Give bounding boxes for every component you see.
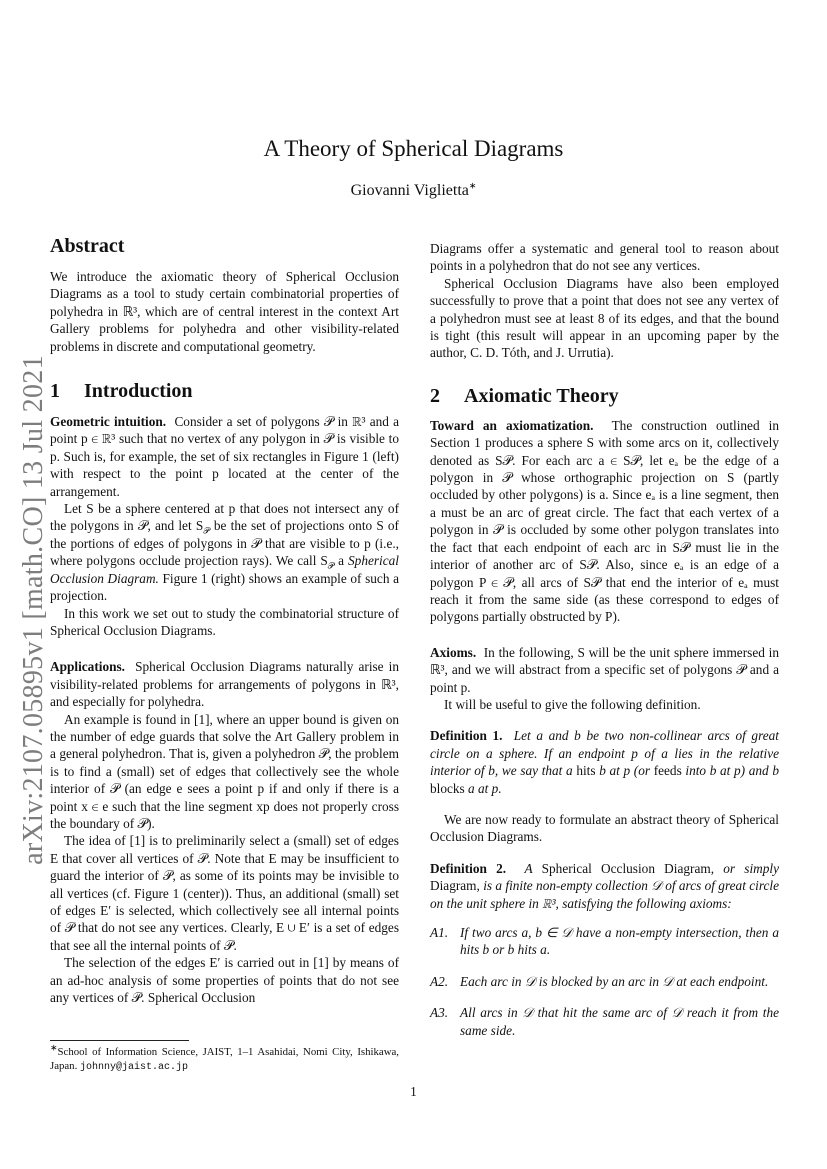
def1-feeds: feeds bbox=[653, 763, 682, 779]
footnote-rule bbox=[50, 1040, 189, 1041]
author-line bbox=[0, 182, 827, 200]
def1-b: b at p (or bbox=[595, 763, 654, 779]
def1-d: a at p. bbox=[464, 780, 502, 796]
abstract-text: We introduce the axiomatic theory of Spherical Occlusion Diagrams as a tool to study certain combinatorial properties of polyhedra in ℝ³, which are of central interest in the context Art Gallery problems for polyhedra and other visibility-related problems in discrete and computational geometry. bbox=[50, 269, 399, 354]
intro-paragraph-2 bbox=[50, 500, 399, 604]
section-1-number: 1 bbox=[50, 380, 60, 403]
right-cont-paragraph-2: Spherical Occlusion Diagrams have also been employed successfully to prove that a point that does not see any vertex of a polyhedron must see at least 8 of its edges, and that the bound is tight (this result will appear in an upcoming paper by the author, C. D. Tóth, and J. Urrutia). bbox=[430, 275, 779, 361]
section-1-heading bbox=[50, 379, 399, 403]
def2-a: A bbox=[524, 860, 542, 876]
axiom-a3-text: All arcs in 𝒟 that hit the same arc of 𝒟 reach it from the same side. bbox=[460, 1005, 779, 1038]
axioms-paragraph bbox=[430, 644, 779, 696]
section-2-number: 2 bbox=[430, 384, 440, 407]
applications-paragraph bbox=[50, 658, 399, 710]
footnote bbox=[50, 1040, 399, 1075]
arxiv-stamp: arXiv:2107.05895v1 [math.CO] 13 Jul 2021 bbox=[18, 355, 49, 865]
def2-b: or simply bbox=[714, 860, 779, 876]
definition-1-runin: Definition 1. bbox=[430, 728, 503, 744]
intro-p2-c: a bbox=[334, 553, 349, 569]
right-column bbox=[430, 240, 779, 1039]
def2-diagram: Diagram, bbox=[430, 878, 480, 894]
axiom-a1 bbox=[430, 924, 779, 959]
axioms-text: In the following, S will be the unit sphere immersed in ℝ³, and we will abstract from a specific set of polygons 𝒫 and a point p. bbox=[430, 644, 779, 695]
page-number: 1 bbox=[410, 1084, 417, 1099]
axiom-a3 bbox=[430, 1004, 779, 1039]
def1-blocks: blocks bbox=[430, 780, 465, 796]
footnote-text: School of Information Science, JAIST, 1–1 Asahidai, Nomi City, Ishikawa, Japan. bbox=[50, 1046, 399, 1072]
applications-text: Spherical Occlusion Diagrams naturally arise in visibility-related problems for arrangements of polygons in ℝ³, and especially for polyhedra. bbox=[50, 659, 399, 710]
useful-paragraph: It will be useful to give the following definition. bbox=[444, 696, 701, 712]
axioms-runin: Axioms. bbox=[430, 644, 477, 660]
intro-p2-b: be the set of projections onto S of the portions of edges of polygons in 𝒫 that are visible to p (i.e., where polygons occlude projection rays). We call S bbox=[50, 518, 399, 569]
axiom-a1-text: If two arcs a, b ∈ 𝒟 have a non-empty intersection, then a hits b or b hits a. bbox=[460, 925, 779, 958]
right-cont-paragraph-1: Diagrams offer a systematic and general tool to reason about points in a polyhedron that do not see any vertices. bbox=[430, 241, 779, 274]
intro-p2-sub2: 𝒫 bbox=[327, 560, 335, 571]
axiom-a2-label: A2. bbox=[430, 973, 449, 989]
author-name: Giovanni Viglietta bbox=[350, 182, 469, 199]
geometric-intuition-runin: Geometric intuition. bbox=[50, 414, 167, 430]
intro-paragraph-5: An example is found in [1], where an upper bound is given on the number of edge guards that solve the Art Gallery problem in a general polyhedron. That is, given a polyhedron 𝒫, the problem is to find a (small) set of edges that collectively see the whole interior of 𝒫 (an edge e sees a point p if and only if there is a point x ∈ e such that the line segment xp does not properly cross the boundary of 𝒫). bbox=[50, 711, 399, 831]
section-2-heading bbox=[430, 384, 779, 408]
paper-title: A Theory of Spherical Diagrams bbox=[263, 136, 564, 161]
definition-2-runin: Definition 2. bbox=[430, 860, 507, 876]
author-footnote-mark: ∗ bbox=[468, 180, 477, 191]
toward-axiomatization-paragraph bbox=[430, 417, 779, 626]
geometric-intuition-paragraph bbox=[50, 413, 399, 500]
intro-p2-sub: 𝒫 bbox=[203, 526, 210, 537]
intro-paragraph-6: The idea of [1] is to preliminarily select a (small) set of edges E that cover all vertices of 𝒫. Note that E may be insufficient to guard the interior of 𝒫, as some of its points may be invisible to all vertices (cf. Figure 1 (center)). Thus, an additional (small) set of edges E′ is selected, which collectively see all internal points of 𝒫 that do not see any vertices. Clearly, E ∪ E′ is a set of edges that see all the internal points of 𝒫. bbox=[50, 833, 399, 953]
abstract-heading: Abstract bbox=[50, 235, 125, 257]
definition-1 bbox=[430, 727, 779, 797]
left-column bbox=[50, 234, 399, 1006]
def2-c: is a finite non-empty collection 𝒟 of arcs of great circle on the unit sphere in ℝ³, satisfying the following axioms: bbox=[430, 878, 779, 911]
ready-paragraph: We are now ready to formulate an abstract theory of Spherical Occlusion Diagrams. bbox=[430, 811, 779, 845]
section-2-title: Axiomatic Theory bbox=[464, 384, 619, 407]
definition-2 bbox=[430, 860, 779, 912]
axiom-a2-text: Each arc in 𝒟 is blocked by an arc in 𝒟 at each endpoint. bbox=[460, 973, 769, 989]
footnote-mark: ∗ bbox=[50, 1042, 58, 1053]
def1-c: into b at p) and b bbox=[681, 763, 779, 779]
intro-paragraph-3: In this work we set out to study the combinatorial structure of Spherical Occlusion Diagrams. bbox=[50, 605, 399, 638]
toward-text: The construction outlined in Section 1 produces a sphere S with some arcs on it, collectively denoted as S𝒫. For each arc a ∈ S𝒫, let eₐ be the edge of a polygon in 𝒫 whose orthographic projection on S (partly occluded by other polygons) is a. Since eₐ is a line segment, then a must be an arc of great circle. The fact that each vertex of a polygon in 𝒫 is occluded by some other polygon translates into the fact that each endpoint of each arc in S𝒫 must lie in the interior of another arc of S𝒫. Also, since eₐ is an edge of a polygon P ∈ 𝒫, all arcs of S𝒫 that end the interior of eₐ must reach it from the same side (as these correspond to edges of polygons partially obstructed by P). bbox=[430, 417, 779, 625]
intro-paragraph-7: The selection of the edges E′ is carried out in [1] by means of an ad-hoc analysis of some properties of points that do not see any vertices of 𝒫. Spherical Occlusion bbox=[50, 955, 399, 1006]
section-1-title: Introduction bbox=[84, 380, 193, 403]
axiom-a2 bbox=[430, 973, 779, 990]
intro-p2-emph: Spherical Occlusion Diagram. bbox=[50, 553, 399, 586]
def1-a: Let a and b be two non-collinear arcs of great circle on a sphere. If an endpoint p of a lies in the relative interior of b, we say that a bbox=[430, 728, 779, 779]
def1-hits: hits bbox=[576, 763, 596, 779]
intro-p2-d: Figure 1 (right) shows an example of such a projection. bbox=[50, 570, 399, 604]
geometric-intuition-text: Consider a set of polygons 𝒫 in ℝ³ and a point p ∈ ℝ³ such that no vertex of any polygon in 𝒫 is visible to p. Such is, for example, the set of six rectangles in Figure 1 (left) with respect to the point p located at the center of the arrangement. bbox=[50, 414, 399, 499]
footnote-email: johnny@jaist.ac.jp bbox=[79, 1062, 189, 1073]
applications-runin: Applications. bbox=[50, 659, 125, 675]
def2-sod: Spherical Occlusion Diagram, bbox=[541, 860, 715, 876]
toward-runin: Toward an axiomatization. bbox=[430, 417, 594, 433]
axiom-a1-label: A1. bbox=[430, 925, 449, 940]
axiom-a3-label: A3. bbox=[430, 1005, 449, 1021]
intro-p2-a: Let S be a sphere centered at p that does not intersect any of the polygons in 𝒫, and let S bbox=[50, 501, 399, 534]
